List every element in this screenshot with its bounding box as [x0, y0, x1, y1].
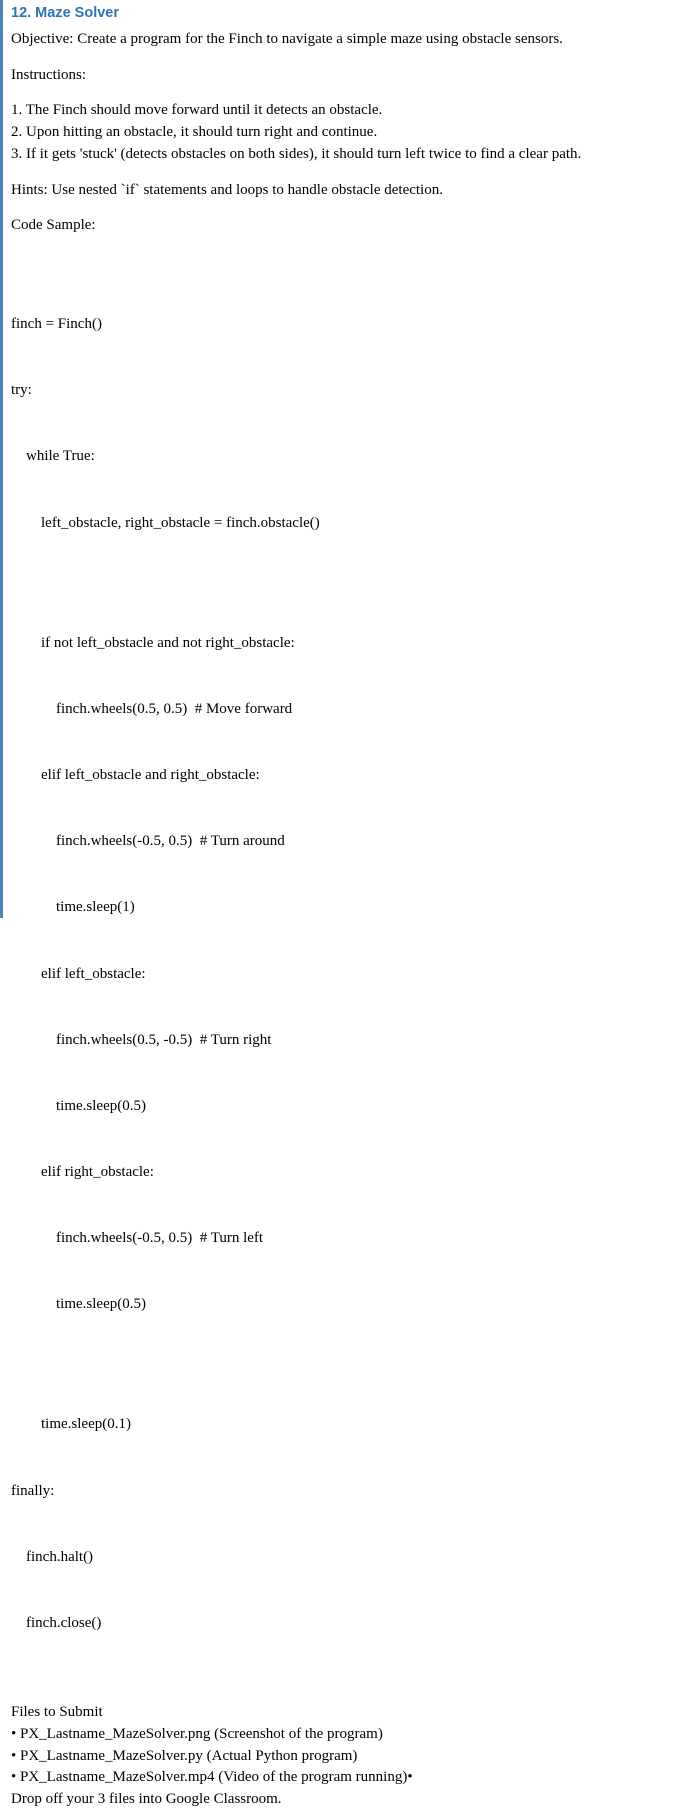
code-line: left_obstacle, right_obstacle = finch.obstacle() [11, 514, 320, 531]
list-item: • PX_Lastname_MazeSolver.mp4 (Video of the program running)• [11, 1769, 413, 1786]
objective-paragraph: Objective: Create a program for the Finch to navigate a simple maze using obstacle sensors. [11, 30, 563, 47]
code-line: finch.wheels(0.5, -0.5) # Turn right [11, 1031, 272, 1048]
code-line: elif left_obstacle: [11, 965, 146, 982]
list-item: 3. If it gets 'stuck' (detects obstacles on both sides), it should turn left twice to find a clear path. [11, 145, 582, 162]
code-gap-spacer [11, 251, 683, 269]
code-sample-block [11, 269, 683, 1678]
files-gap-spacer [11, 1692, 683, 1702]
code-line [11, 578, 683, 588]
code-line: finch.wheels(0.5, 0.5) # Move forward [11, 700, 293, 717]
code-line: finch.halt() [11, 1548, 94, 1565]
code-line: finch = Finch() [11, 316, 102, 333]
page-title: 12. Maze Solver [11, 5, 119, 21]
code-line: time.sleep(0.5) [11, 1296, 146, 1313]
code-line: elif right_obstacle: [11, 1163, 154, 1180]
list-item: • PX_Lastname_MazeSolver.py (Actual Python program) [11, 1747, 358, 1764]
files-to-submit-label: Files to Submit [11, 1704, 103, 1721]
code-line: finch.wheels(-0.5, 0.5) # Turn around [11, 833, 285, 850]
code-line: if not left_obstacle and not right_obstacle: [11, 634, 295, 651]
code-line [11, 1359, 683, 1369]
dropoff-instruction: Drop off your 3 files into Google Classroom. [11, 1791, 282, 1808]
code-line: elif left_obstacle and right_obstacle: [11, 767, 260, 784]
code-line: time.sleep(0.5) [11, 1097, 146, 1114]
code-line: finch.wheels(-0.5, 0.5) # Turn left [11, 1230, 264, 1247]
code-line: while True: [11, 448, 95, 465]
list-item: • PX_Lastname_MazeSolver.png (Screenshot of the program) [11, 1725, 383, 1742]
code-line: try: [11, 382, 32, 399]
instructions-list [11, 100, 683, 165]
instructions-label: Instructions: [11, 66, 86, 83]
list-item: 2. Upon hitting an obstacle, it should turn right and continue. [11, 124, 378, 141]
files-list [11, 1724, 683, 1789]
code-line: time.sleep(1) [11, 899, 135, 916]
code-line: finch.close() [11, 1614, 102, 1631]
code-sample-label: Code Sample: [11, 217, 96, 234]
hints-paragraph: Hints: Use nested `if` statements and loops to handle obstacle detection. [11, 181, 443, 198]
left-accent-rule [0, 0, 3, 918]
code-line: finally: [11, 1482, 55, 1499]
list-item: 1. The Finch should move forward until it detects an obstacle. [11, 102, 383, 119]
code-line: time.sleep(0.1) [11, 1416, 131, 1433]
